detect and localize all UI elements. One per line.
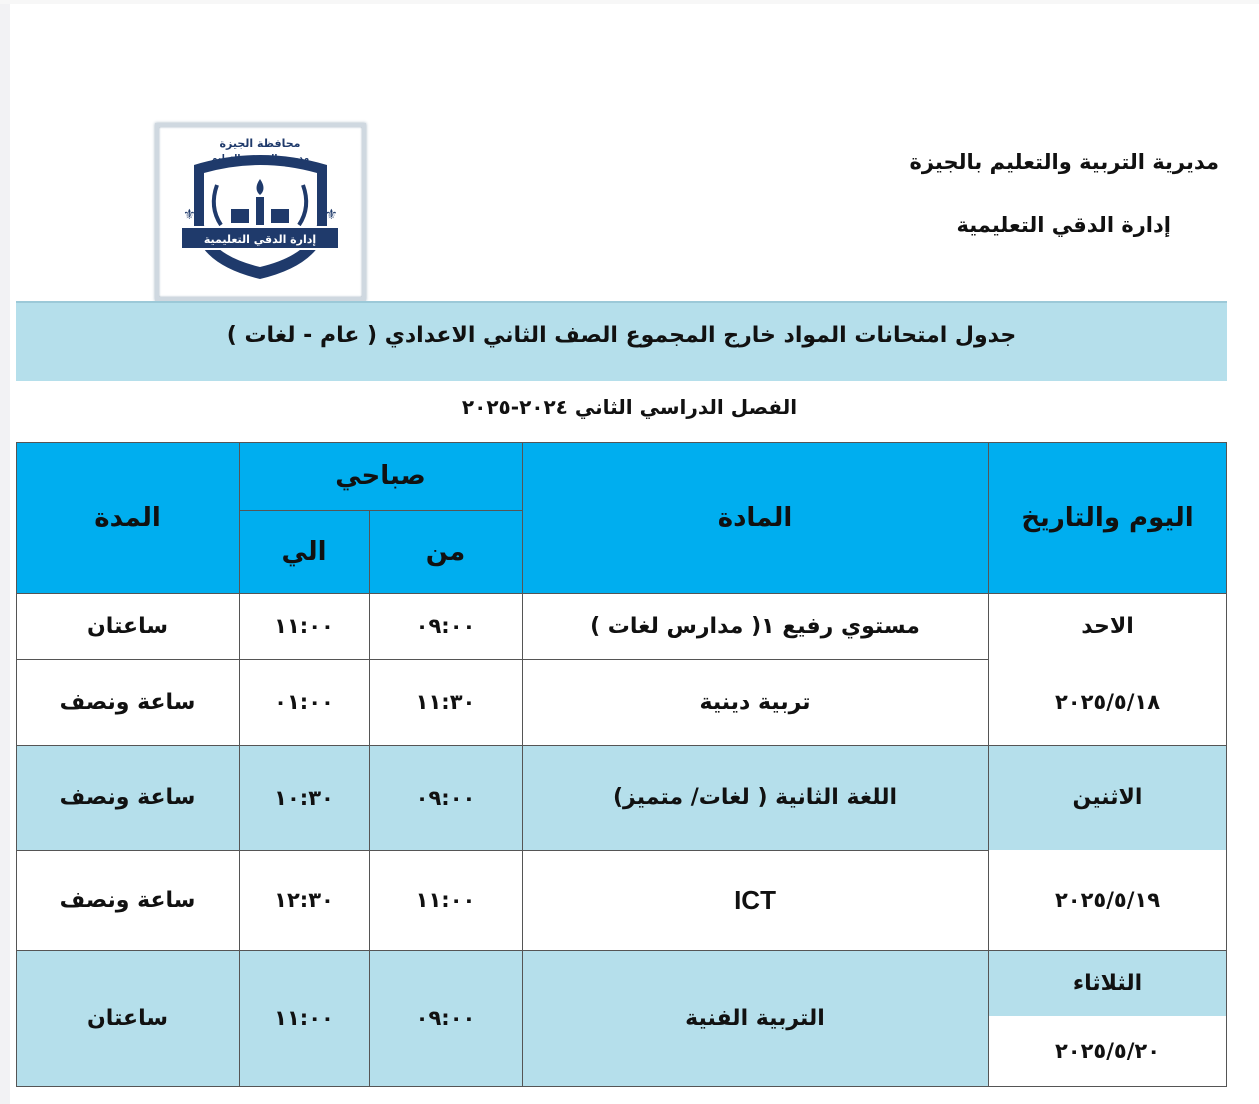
header-morning: صباحي: [239, 442, 522, 510]
table-border: [16, 659, 988, 660]
date-cell: ٢٠٢٥/٥/١٨: [988, 659, 1227, 745]
book-icon: [271, 209, 289, 223]
table-border: [16, 593, 1227, 594]
duration-cell: ساعتان: [16, 950, 239, 1086]
header-from: من: [369, 510, 522, 593]
table-border: [16, 442, 17, 1086]
table-border: [239, 510, 522, 511]
date-cell: ٢٠٢٥/٥/٢٠: [988, 1016, 1227, 1086]
header-to: الي: [239, 510, 369, 593]
from-time-cell: ٠٩:٠٠: [369, 950, 522, 1086]
table-border: [16, 850, 988, 851]
table-border: [988, 442, 989, 1086]
administration-name: إدارة الدقي التعليمية: [956, 213, 1171, 237]
from-time-cell: ١١:٠٠: [369, 850, 522, 950]
title-bar: [16, 301, 1227, 381]
logo-top-text: محافظة الجيزة: [219, 137, 301, 150]
ornament-icon: ⚜: [183, 207, 196, 223]
book-icon: [231, 209, 249, 223]
logo-banner-text: إدارة الدقي التعليمية: [203, 233, 317, 246]
table-border: [522, 442, 523, 1086]
duration-cell: ساعة ونصف: [16, 745, 239, 850]
to-time-cell: ٠١:٠٠: [239, 659, 369, 745]
subject-cell: ICT: [522, 850, 988, 950]
table-border: [16, 950, 1227, 951]
to-time-cell: ١١:٠٠: [239, 950, 369, 1086]
date-cell: ٢٠٢٥/٥/١٩: [988, 850, 1227, 950]
to-time-cell: ١٢:٣٠: [239, 850, 369, 950]
duration-cell: ساعتان: [16, 593, 239, 659]
subject-cell: تربية دينية: [522, 659, 988, 745]
header-day-date: اليوم والتاريخ: [988, 442, 1227, 593]
table-border: [239, 442, 240, 1086]
duration-cell: ساعة ونصف: [16, 850, 239, 950]
subject-cell: مستوي رفيع ١( مدارس لغات ): [522, 593, 988, 659]
table-border: [1226, 442, 1227, 1086]
duration-cell: ساعة ونصف: [16, 659, 239, 745]
header-subject: المادة: [522, 442, 988, 593]
table-border: [16, 442, 1227, 443]
table-border: [369, 510, 370, 1086]
day-cell: الثلاثاء: [988, 950, 1227, 1016]
subject-cell: اللغة الثانية ( لغات/ متميز): [522, 745, 988, 850]
directorate-name: مديرية التربية والتعليم بالجيزة: [909, 150, 1219, 174]
page-top-edge: [0, 0, 1259, 4]
logo-sub-text: مديرية التربية والتعليم: [210, 154, 310, 164]
schedule-title: جدول امتحانات المواد خارج المجموع الصف الثاني الاعدادي ( عام - لغات ): [226, 323, 1017, 348]
logo-emblem: [159, 127, 362, 297]
from-time-cell: ١١:٣٠: [369, 659, 522, 745]
to-time-cell: ١١:٠٠: [239, 593, 369, 659]
subject-cell: التربية الفنية: [522, 950, 988, 1086]
term-subtitle: الفصل الدراسي الثاني ٢٠٢٤-٢٠٢٥: [461, 395, 798, 419]
table-border: [16, 1086, 1227, 1087]
page-left-edge: [0, 0, 10, 1104]
torch-icon: [256, 197, 264, 225]
ornament-icon: ⚜: [325, 207, 338, 223]
from-time-cell: ٠٩:٠٠: [369, 745, 522, 850]
day-cell: الاثنين: [988, 745, 1227, 850]
header-duration: المدة: [16, 442, 239, 593]
from-time-cell: ٠٩:٠٠: [369, 593, 522, 659]
to-time-cell: ١٠:٣٠: [239, 745, 369, 850]
administration-logo: [155, 123, 366, 301]
table-border: [16, 745, 1227, 746]
day-cell: الاحد: [988, 593, 1227, 659]
